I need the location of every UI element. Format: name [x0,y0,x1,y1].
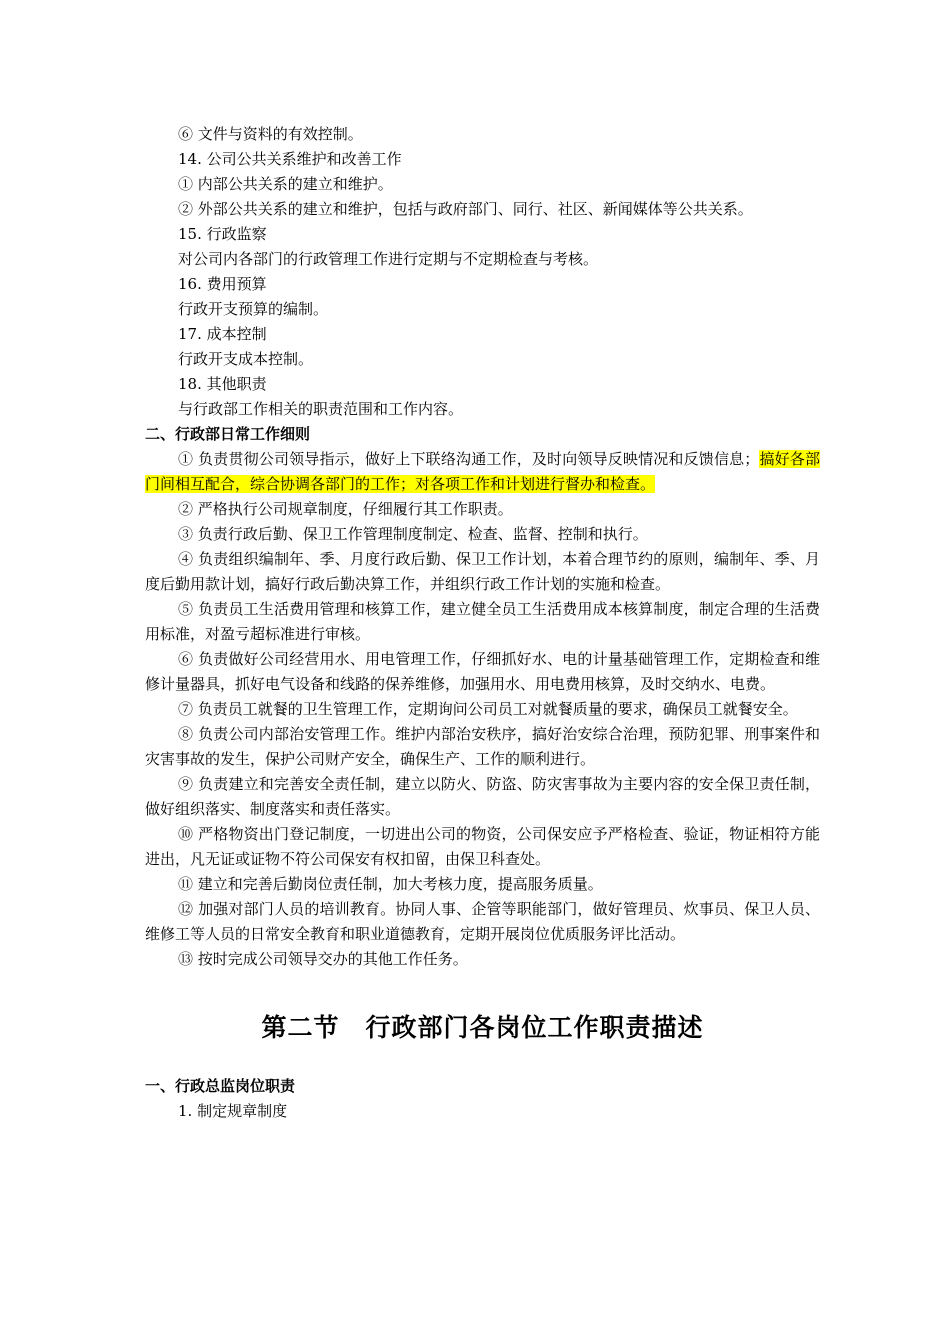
paragraph: ② 严格执行公司规章制度，仔细履行其工作职责。 [178,500,513,518]
list-item: ⑥ 文件与资料的有效控制。 [178,125,363,143]
paragraph: ⑨ 负责建立和完善安全责任制，建立以防火、防盗、防灾害事故为主要内容的安全保卫责任制，做好组织落实、制度落实和责任落实。 [145,775,820,818]
list-item: 行政开支预算的编制。 [178,300,329,318]
paragraph: ⑫ 加强对部门人员的培训教育。协同人事、企管等职能部门，做好管理员、炊事员、保卫人员、维修工等人员的日常安全教育和职业道德教育，定期开展岗位优质服务评比活动。 [145,900,820,943]
list-item: 17. 成本控制 [178,325,267,343]
paragraph: ⑤ 负责员工生活费用管理和核算工作，建立健全员工生活费用成本核算制度，制定合理的生活费用标准，对盈亏超标准进行审核。 [145,600,820,643]
paragraph: ⑥ 负责做好公司经营用水、用电管理工作，仔细抓好水、电的计量基础管理工作，定期检查和维修计量器具，抓好电气设备和线路的保养维修，加强用水、用电费用核算，及时交纳水、电费。 [145,650,820,693]
list-item: ② 外部公共关系的建立和维护，包括与政府部门、同行、社区、新闻媒体等公共关系。 [178,200,753,218]
list-item: 与行政部工作相关的职责范围和工作内容。 [178,400,464,418]
list-item: 1. 制定规章制度 [178,1102,288,1120]
paragraph: ④ 负责组织编制年、季、月度行政后勤、保卫工作计划，本着合理节约的原则，编制年、季、月度后勤用款计划，搞好行政后勤决算工作，并组织行政工作计划的实施和检查。 [145,550,820,593]
list-item: 行政开支成本控制。 [178,350,314,368]
list-item: 18. 其他职责 [178,375,267,393]
highlighted-text: 搞好各部门间相互配合，综合协调各部门的工作；对各项工作和计划进行督办和检查。 [145,450,820,493]
section-heading: 二、行政部日常工作细则 [145,425,311,443]
list-item: 对公司内各部门的行政管理工作进行定期与不定期检查与考核。 [178,250,599,268]
paragraph: ⑦ 负责员工就餐的卫生管理工作，定期询问公司员工对就餐质量的要求，确保员工就餐安全。 [178,700,798,718]
document-body [145,122,820,1124]
list-item: 16. 费用预算 [178,275,267,293]
list-item: 15. 行政监察 [178,225,267,243]
paragraph [145,447,820,497]
list-item: ① 内部公共关系的建立和维护。 [178,175,393,193]
paragraph: ③ 负责行政后勤、保卫工作管理制度制定、检查、监督、控制和执行。 [178,525,648,543]
list-item: 14. 公司公共关系维护和改善工作 [178,150,402,168]
paragraph: ⑧ 负责公司内部治安管理工作。维护内部治安秩序，搞好治安综合治理，预防犯罪、刑事案件和灾害事故的发生，保护公司财产安全，确保生产、工作的顺利进行。 [145,725,820,768]
paragraph: ⑬ 按时完成公司领导交办的其他工作任务。 [178,950,468,968]
section-title: 第二节 行政部门各岗位工作职责描述 [261,1013,704,1042]
paragraph: ⑩ 严格物资出门登记制度，一切进出公司的物资，公司保安应予严格检查、验证，物证相符方能进出，凡无证或证物不符公司保安有权扣留，由保卫科查处。 [145,825,820,868]
paragraph-text: ① 负责贯彻公司领导指示，做好上下联络沟通工作，及时向领导反映情况和反馈信息； [178,450,760,468]
paragraph: ⑪ 建立和完善后勤岗位责任制，加大考核力度，提高服务质量。 [178,875,603,893]
section-heading: 一、行政总监岗位职责 [145,1077,296,1095]
